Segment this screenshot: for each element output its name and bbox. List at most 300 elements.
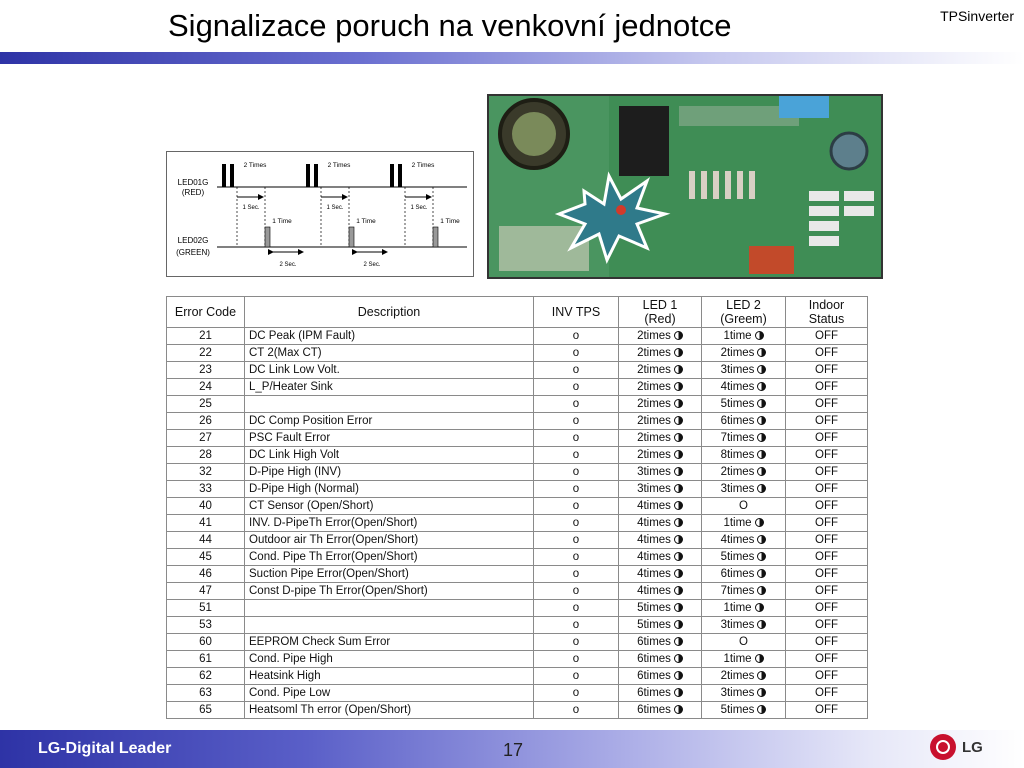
led2-cell-text: 7times (720, 585, 755, 597)
half-circle-blink-icon (757, 365, 766, 374)
half-circle-blink-icon (674, 416, 683, 425)
description-cell (245, 396, 534, 413)
error-code-cell-text: 26 (199, 415, 212, 427)
sec1-label-c: 1 Sec. (410, 205, 428, 211)
led1-cell (619, 634, 702, 651)
indoor-status-cell-text: OFF (815, 568, 838, 580)
table-row (167, 651, 868, 668)
half-circle-blink-icon (755, 654, 764, 663)
led2-1time-a: 1 Time (272, 218, 292, 225)
header-indoor-status (786, 297, 868, 328)
led2-pulses (265, 227, 438, 247)
led1-label-line1: LED01G (177, 178, 209, 187)
led1-cell-text: 2times (637, 398, 671, 410)
inv-tps-cell-text: o (572, 398, 580, 410)
header-description: Description (245, 297, 534, 328)
led2-cell (702, 549, 786, 566)
error-code-cell-text: 46 (199, 568, 212, 580)
description-cell-text: CT 2(Max CT) (249, 347, 322, 359)
description-cell (245, 481, 534, 498)
led1-cell-text: 4times (637, 568, 671, 580)
slide-title: Signalizace poruch na venkovní jednotce (168, 8, 732, 43)
indoor-status-cell-text: OFF (815, 653, 838, 665)
indoor-status-cell (786, 498, 868, 515)
half-circle-blink-icon (757, 467, 766, 476)
description-cell-text: Outdoor air Th Error(Open/Short) (249, 534, 419, 546)
half-circle-blink-icon (674, 501, 683, 510)
description-cell (245, 345, 534, 362)
error-code-cell-text: 53 (199, 619, 212, 631)
led1-cell (619, 413, 702, 430)
description-cell (245, 685, 534, 702)
description-cell-text: DC Link High Volt (249, 449, 340, 461)
error-code-cell-text: 41 (199, 517, 212, 529)
led2-cell (702, 362, 786, 379)
error-code-cell-text: 47 (199, 585, 212, 597)
inv-tps-cell (534, 498, 619, 515)
led-timing-diagram (166, 151, 474, 277)
led1-cell-text: 6times (637, 704, 671, 716)
table-row (167, 498, 868, 515)
half-circle-blink-icon (757, 450, 766, 459)
description-cell (245, 617, 534, 634)
header-indoor-line1: Indoor (808, 298, 845, 312)
led1-cell (619, 651, 702, 668)
led2-cell (702, 566, 786, 583)
half-circle-blink-icon (757, 382, 766, 391)
table-row (167, 379, 868, 396)
inv-tps-cell-text: o (572, 381, 580, 393)
error-code-cell-text: 65 (199, 704, 212, 716)
inv-tps-cell-text: o (572, 449, 580, 461)
led1-cell (619, 396, 702, 413)
error-code-cell-text: 60 (199, 636, 212, 648)
description-cell-text: Cond. Pipe Th Error(Open/Short) (249, 551, 418, 563)
description-cell-text: D-Pipe High (INV) (249, 466, 342, 478)
led2-cell-text: 2times (720, 466, 755, 478)
led2-cell-text: O (739, 636, 748, 648)
inv-tps-cell (534, 379, 619, 396)
description-cell (245, 413, 534, 430)
table-row (167, 464, 868, 481)
indoor-status-cell-text: OFF (815, 381, 838, 393)
table-row (167, 617, 868, 634)
error-code-cell (167, 549, 245, 566)
table-row (167, 600, 868, 617)
half-circle-blink-icon (757, 620, 766, 629)
inv-tps-cell-text: o (572, 636, 580, 648)
led2-cell (702, 464, 786, 481)
led1-cell (619, 464, 702, 481)
inv-tps-cell-text: o (572, 602, 580, 614)
led1-cell (619, 600, 702, 617)
error-code-cell (167, 481, 245, 498)
led1-label-line2: (RED) (181, 188, 205, 197)
half-circle-blink-icon (755, 331, 764, 340)
indoor-status-cell-text: OFF (815, 364, 838, 376)
led1-cell-text: 6times (637, 687, 671, 699)
error-code-cell (167, 396, 245, 413)
lg-logo (930, 734, 983, 760)
led2-cell (702, 685, 786, 702)
error-code-cell (167, 532, 245, 549)
led1-cell-text: 2times (637, 415, 671, 427)
half-circle-blink-icon (674, 654, 683, 663)
description-cell-text: D-Pipe High (Normal) (249, 483, 359, 495)
led1-cell-text: 6times (637, 636, 671, 648)
table-header-row (167, 297, 868, 328)
description-cell-text: DC Peak (IPM Fault) (249, 330, 356, 342)
header-led1-line2: (Red) (644, 312, 676, 326)
description-cell (245, 447, 534, 464)
led2-cell-text: 5times (720, 551, 755, 563)
table-row (167, 685, 868, 702)
error-code-cell (167, 345, 245, 362)
description-cell-text: Cond. Pipe High (249, 653, 333, 665)
inv-tps-cell (534, 328, 619, 345)
indoor-status-cell (786, 651, 868, 668)
header-led2-line2: (Greem) (720, 312, 767, 326)
led2-cell (702, 413, 786, 430)
inv-tps-cell-text: o (572, 551, 580, 563)
error-code-cell-text: 21 (199, 330, 212, 342)
indoor-status-cell-text: OFF (815, 636, 838, 648)
led2-cell-text: 3times (720, 364, 755, 376)
led2-cell (702, 583, 786, 600)
brand-label: TPSinverter (940, 8, 1014, 24)
error-code-cell-text: 23 (199, 364, 212, 376)
led1-cell (619, 617, 702, 634)
led1-cell-text: 4times (637, 551, 671, 563)
error-code-cell (167, 413, 245, 430)
half-circle-blink-icon (674, 671, 683, 680)
header-led1 (619, 297, 702, 328)
inv-tps-cell-text: o (572, 534, 580, 546)
header-led2 (702, 297, 786, 328)
led1-cell-text: 5times (637, 602, 671, 614)
inv-tps-cell (534, 481, 619, 498)
table-row (167, 345, 868, 362)
led2-1time-c: 1 Time (440, 218, 460, 225)
indoor-status-cell (786, 362, 868, 379)
led2-cell-text: 1time (723, 517, 752, 529)
error-code-table (166, 296, 868, 719)
indoor-status-cell-text: OFF (815, 432, 838, 444)
error-code-cell-text: 24 (199, 381, 212, 393)
led2-cell (702, 515, 786, 532)
led1-cell-text: 3times (637, 483, 671, 495)
description-cell (245, 532, 534, 549)
led2-cell-text: 6times (720, 568, 755, 580)
indoor-status-cell (786, 566, 868, 583)
indoor-status-cell-text: OFF (815, 347, 838, 359)
header-led1-line1: LED 1 (642, 298, 678, 312)
led1-cell-text: 6times (637, 670, 671, 682)
led2-cell (702, 651, 786, 668)
inv-tps-cell-text: o (572, 347, 580, 359)
error-code-cell-text: 51 (199, 602, 212, 614)
indoor-status-cell-text: OFF (815, 517, 838, 529)
table-row (167, 396, 868, 413)
inv-tps-cell (534, 651, 619, 668)
description-cell-text: Cond. Pipe Low (249, 687, 331, 699)
led2-cell-text: 5times (720, 398, 755, 410)
red-led-dot (616, 205, 626, 215)
inv-tps-cell-text: o (572, 585, 580, 597)
error-code-cell (167, 464, 245, 481)
led1-cell-text: 2times (637, 432, 671, 444)
indoor-status-cell (786, 634, 868, 651)
half-circle-blink-icon (674, 688, 683, 697)
table-row (167, 532, 868, 549)
led1-cell-text: 3times (637, 466, 671, 478)
led2-1time-b: 1 Time (356, 218, 376, 225)
led1-cell-text: 2times (637, 347, 671, 359)
half-circle-blink-icon (674, 603, 683, 612)
header-inv-tps: INV TPS (534, 297, 619, 328)
error-code-cell (167, 430, 245, 447)
led2-cell-text: 8times (720, 449, 755, 461)
description-cell (245, 651, 534, 668)
indoor-status-cell (786, 549, 868, 566)
description-cell-text: CT Sensor (Open/Short) (249, 500, 374, 512)
led1-cell (619, 566, 702, 583)
led1-cell (619, 447, 702, 464)
led1-cell (619, 379, 702, 396)
indoor-status-cell (786, 464, 868, 481)
led2-cell (702, 481, 786, 498)
led2-cell (702, 498, 786, 515)
indoor-status-cell-text: OFF (815, 449, 838, 461)
led2-cell-text: 2times (720, 347, 755, 359)
led2-cell (702, 396, 786, 413)
description-cell-text: DC Comp Position Error (249, 415, 373, 427)
inv-tps-cell (534, 702, 619, 719)
header-indoor-line2: Status (808, 312, 845, 326)
inv-tps-cell-text: o (572, 619, 580, 631)
led1-cell-text: 2times (637, 449, 671, 461)
half-circle-blink-icon (674, 433, 683, 442)
description-cell-text: DC Link Low Volt. (249, 364, 340, 376)
footer-slogan: LG-Digital Leader (38, 740, 172, 757)
error-code-cell (167, 566, 245, 583)
inv-tps-cell (534, 583, 619, 600)
led1-2times-b: 2 Times (327, 162, 351, 169)
inv-tps-cell (534, 617, 619, 634)
indoor-status-cell (786, 328, 868, 345)
inv-tps-cell-text: o (572, 483, 580, 495)
half-circle-blink-icon (674, 552, 683, 561)
inv-tps-cell (534, 396, 619, 413)
led2-cell-text: 1time (723, 330, 752, 342)
indoor-status-cell-text: OFF (815, 483, 838, 495)
led2-cell (702, 328, 786, 345)
header-error-code: Error Code (167, 297, 245, 328)
led2-cell-text: 4times (720, 381, 755, 393)
half-circle-blink-icon (757, 688, 766, 697)
led2-cell-text: O (739, 500, 748, 512)
led1-cell (619, 685, 702, 702)
led2-cell-text: 5times (720, 704, 755, 716)
inv-tps-cell (534, 345, 619, 362)
led2-cell (702, 617, 786, 634)
indoor-status-cell (786, 702, 868, 719)
half-circle-blink-icon (757, 671, 766, 680)
table-row (167, 413, 868, 430)
inv-tps-cell-text: o (572, 670, 580, 682)
indoor-status-cell (786, 532, 868, 549)
indoor-status-cell (786, 617, 868, 634)
half-circle-blink-icon (674, 382, 683, 391)
description-cell (245, 600, 534, 617)
half-circle-blink-icon (674, 348, 683, 357)
inv-tps-cell-text: o (572, 364, 580, 376)
led1-cell (619, 430, 702, 447)
error-code-cell-text: 25 (199, 398, 212, 410)
half-circle-blink-icon (757, 586, 766, 595)
inv-tps-cell (534, 464, 619, 481)
indoor-status-cell-text: OFF (815, 398, 838, 410)
relay-component (619, 106, 669, 176)
indoor-status-cell-text: OFF (815, 500, 838, 512)
description-cell (245, 634, 534, 651)
led1-2times-a: 2 Times (243, 162, 267, 169)
indoor-status-cell-text: OFF (815, 602, 838, 614)
led2-cell (702, 702, 786, 719)
inv-tps-cell (534, 634, 619, 651)
led1-cell-text: 4times (637, 500, 671, 512)
indoor-status-cell-text: OFF (815, 466, 838, 478)
inv-tps-cell (534, 532, 619, 549)
led1-cell (619, 583, 702, 600)
description-cell (245, 583, 534, 600)
led1-cell (619, 702, 702, 719)
led1-cell (619, 481, 702, 498)
indoor-status-cell (786, 583, 868, 600)
inv-tps-cell-text: o (572, 687, 580, 699)
indoor-status-cell (786, 600, 868, 617)
led1-cell-text: 2times (637, 364, 671, 376)
indoor-status-cell (786, 481, 868, 498)
indoor-status-cell (786, 345, 868, 362)
inv-tps-cell-text: o (572, 415, 580, 427)
half-circle-blink-icon (674, 484, 683, 493)
half-circle-blink-icon (674, 399, 683, 408)
indoor-status-cell-text: OFF (815, 619, 838, 631)
description-cell-text: Heatsink High (249, 670, 321, 682)
error-code-cell-text: 62 (199, 670, 212, 682)
description-cell (245, 668, 534, 685)
indoor-status-cell (786, 379, 868, 396)
led2-cell-text: 7times (720, 432, 755, 444)
led1-cell (619, 515, 702, 532)
inv-tps-cell (534, 600, 619, 617)
half-circle-blink-icon (674, 518, 683, 527)
led1-cell (619, 498, 702, 515)
led1-cell (619, 668, 702, 685)
inv-tps-cell (534, 413, 619, 430)
led2-cell-text: 6times (720, 415, 755, 427)
table-row (167, 447, 868, 464)
error-code-cell-text: 61 (199, 653, 212, 665)
indoor-status-cell (786, 430, 868, 447)
indoor-status-cell (786, 515, 868, 532)
inv-tps-cell (534, 430, 619, 447)
half-circle-blink-icon (757, 569, 766, 578)
description-cell-text: EEPROM Check Sum Error (249, 636, 391, 648)
led2-cell (702, 634, 786, 651)
led1-cell-text: 6times (637, 653, 671, 665)
inv-tps-cell (534, 362, 619, 379)
error-code-cell (167, 515, 245, 532)
led2-cell-text: 2times (720, 670, 755, 682)
led2-cell (702, 600, 786, 617)
table-row (167, 583, 868, 600)
description-cell-text: PSC Fault Error (249, 432, 331, 444)
lg-logo-icon (930, 734, 956, 760)
led2-cell (702, 430, 786, 447)
half-circle-blink-icon (757, 348, 766, 357)
led1-cell-text: 2times (637, 381, 671, 393)
indoor-status-cell-text: OFF (815, 687, 838, 699)
led2-cell (702, 345, 786, 362)
inv-tps-cell (534, 549, 619, 566)
indoor-status-cell (786, 413, 868, 430)
led1-2times-c: 2 Times (411, 162, 435, 169)
sec1-label-a: 1 Sec. (242, 205, 260, 211)
half-circle-blink-icon (674, 569, 683, 578)
table-row (167, 430, 868, 447)
led2-cell-text: 1time (723, 653, 752, 665)
half-circle-blink-icon (757, 433, 766, 442)
error-code-cell (167, 362, 245, 379)
description-cell (245, 362, 534, 379)
half-circle-blink-icon (674, 586, 683, 595)
circuit-board-photo (487, 94, 883, 279)
led1-cell (619, 328, 702, 345)
indoor-status-cell-text: OFF (815, 330, 838, 342)
inv-tps-cell-text: o (572, 517, 580, 529)
led2-cell-text: 1time (723, 602, 752, 614)
led2-cell-text: 3times (720, 619, 755, 631)
indoor-status-cell (786, 685, 868, 702)
error-code-cell-text: 40 (199, 500, 212, 512)
half-circle-blink-icon (674, 450, 683, 459)
sec1-label-b: 1 Sec. (326, 205, 344, 211)
table-row (167, 566, 868, 583)
half-circle-blink-icon (674, 467, 683, 476)
indoor-status-cell-text: OFF (815, 551, 838, 563)
led1-cell (619, 345, 702, 362)
sec2-label-a: 2 Sec. (279, 262, 297, 268)
inv-tps-cell (534, 447, 619, 464)
indoor-status-cell (786, 668, 868, 685)
error-code-cell (167, 685, 245, 702)
description-cell (245, 702, 534, 719)
indoor-status-cell-text: OFF (815, 670, 838, 682)
led2-cell-text: 3times (720, 483, 755, 495)
error-code-cell-text: 44 (199, 534, 212, 546)
half-circle-blink-icon (755, 518, 764, 527)
half-circle-blink-icon (674, 331, 683, 340)
error-code-cell-text: 27 (199, 432, 212, 444)
inv-tps-cell (534, 566, 619, 583)
led1-cell-text: 4times (637, 585, 671, 597)
table-row (167, 328, 868, 345)
error-code-cell-text: 45 (199, 551, 212, 563)
description-cell (245, 379, 534, 396)
error-code-cell (167, 328, 245, 345)
